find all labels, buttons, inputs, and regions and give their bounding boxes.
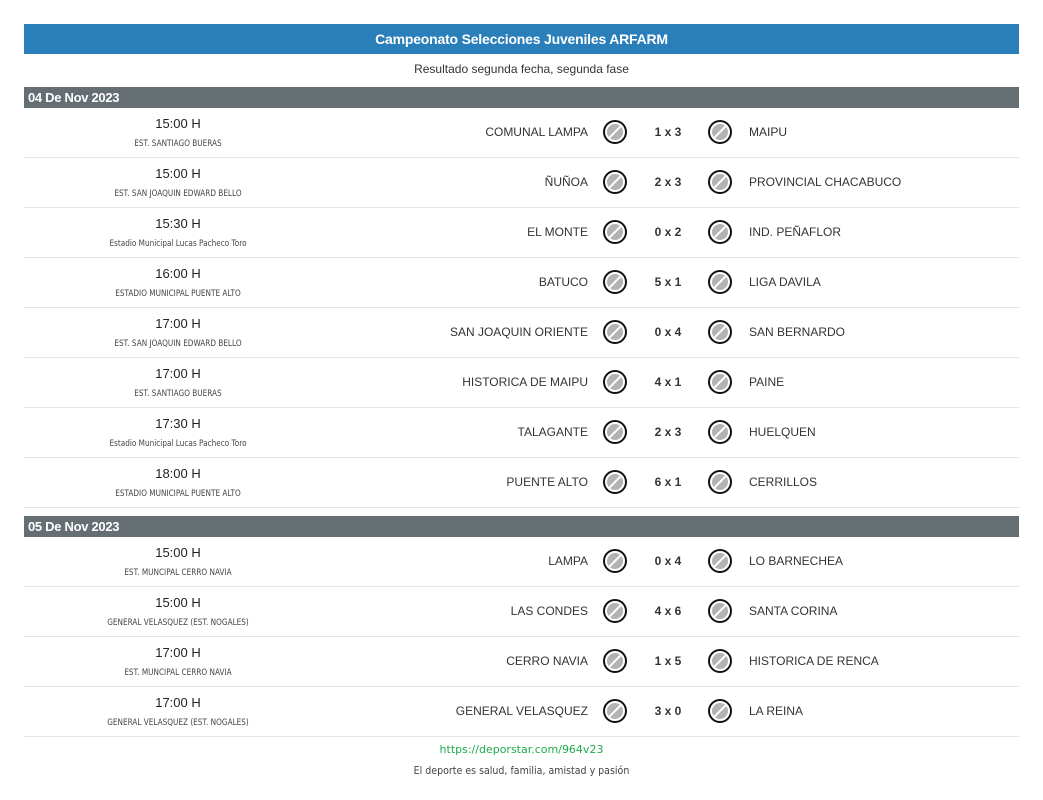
away-team-crest-icon (708, 599, 732, 623)
home-team: LAMPA (548, 554, 588, 568)
match-time: 17:30 H (155, 416, 201, 431)
away-team-crest-icon (708, 270, 732, 294)
match-venue: EST. SAN JOAQUIN EDWARD BELLO (114, 189, 242, 199)
match-list (24, 108, 1019, 508)
away-team-crest-icon (708, 170, 732, 194)
home-team: GENERAL VELASQUEZ (455, 704, 588, 718)
away-team-crest-icon (708, 649, 732, 673)
away-team: PAINE (749, 375, 785, 389)
away-team: IND. PEÑAFLOR (749, 225, 842, 239)
match-score: 1 x 5 (654, 654, 682, 668)
away-team: PROVINCIAL CHACABUCO (749, 175, 902, 189)
away-team: SANTA CORINA (749, 604, 838, 618)
match-venue: Estadio Municipal Lucas Pacheco Toro (109, 439, 247, 449)
match-score: 4 x 1 (654, 375, 682, 389)
match-row (24, 687, 1019, 737)
home-team-crest-icon (603, 270, 627, 294)
match-time: 16:00 H (155, 266, 201, 281)
away-team-crest-icon (708, 320, 732, 344)
away-team: CERRILLOS (749, 475, 818, 489)
away-team: LA REINA (749, 704, 804, 718)
home-team-crest-icon (603, 370, 627, 394)
page-title: Campeonato Selecciones Juveniles ARFARM (24, 24, 1019, 54)
home-team: BATUCO (538, 275, 588, 289)
date-header: 04 De Nov 2023 (24, 87, 1019, 108)
match-time: 17:00 H (155, 366, 201, 381)
match-row (24, 108, 1019, 158)
section-gap (24, 508, 1019, 516)
match-score: 5 x 1 (654, 275, 682, 289)
match-row (24, 537, 1019, 587)
day-section (24, 516, 1019, 737)
match-score: 0 x 4 (654, 554, 682, 568)
home-team-crest-icon (603, 649, 627, 673)
match-score: 2 x 3 (654, 425, 682, 439)
page (24, 24, 1019, 777)
home-team: COMUNAL LAMPA (485, 125, 588, 139)
match-venue: EST. SANTIAGO BUERAS (134, 389, 222, 399)
match-row (24, 458, 1019, 508)
match-score: 3 x 0 (654, 704, 682, 718)
home-team: HISTORICA DE MAIPU (462, 375, 588, 389)
away-team-crest-icon (708, 549, 732, 573)
match-venue: EST. MUNCIPAL CERRO NAVIA (124, 568, 232, 578)
home-team: CERRO NAVIA (506, 654, 588, 668)
match-venue: ESTADIO MUNICIPAL PUENTE ALTO (115, 289, 241, 299)
match-row (24, 308, 1019, 358)
home-team: SAN JOAQUIN ORIENTE (449, 325, 588, 339)
away-team: SAN BERNARDO (749, 325, 846, 339)
home-team-crest-icon (603, 420, 627, 444)
away-team-crest-icon (708, 120, 732, 144)
match-time: 15:00 H (155, 595, 201, 610)
match-row (24, 208, 1019, 258)
home-team-crest-icon (603, 120, 627, 144)
match-row (24, 158, 1019, 208)
match-venue: EST. SANTIAGO BUERAS (134, 139, 222, 149)
match-time: 17:00 H (155, 645, 201, 660)
home-team-crest-icon (603, 470, 627, 494)
match-score: 1 x 3 (654, 125, 682, 139)
match-time: 15:00 H (155, 116, 201, 131)
match-row (24, 408, 1019, 458)
match-score: 0 x 4 (654, 325, 682, 339)
page-subtitle: Resultado segunda fecha, segunda fase (414, 62, 629, 76)
date-header: 05 De Nov 2023 (24, 516, 1019, 537)
match-time: 18:00 H (155, 466, 201, 481)
away-team: MAIPU (749, 125, 788, 139)
home-team-crest-icon (603, 699, 627, 723)
home-team: PUENTE ALTO (506, 475, 588, 489)
away-team-crest-icon (708, 470, 732, 494)
match-row (24, 258, 1019, 308)
home-team-crest-icon (603, 549, 627, 573)
match-time: 15:00 H (155, 166, 201, 181)
match-time: 15:00 H (155, 545, 201, 560)
match-score: 2 x 3 (654, 175, 682, 189)
match-time: 17:00 H (155, 695, 201, 710)
away-team: LIGA DAVILA (749, 275, 821, 289)
away-team: LO BARNECHEA (749, 554, 844, 568)
match-venue: EST. MUNCIPAL CERRO NAVIA (124, 668, 232, 678)
match-list (24, 537, 1019, 737)
match-venue: EST. SAN JOAQUIN EDWARD BELLO (114, 339, 242, 349)
home-team-crest-icon (603, 599, 627, 623)
away-team-crest-icon (708, 420, 732, 444)
home-team: ÑUÑOA (544, 175, 588, 189)
match-row (24, 637, 1019, 687)
home-team: LAS CONDES (510, 604, 588, 618)
home-team: EL MONTE (527, 225, 588, 239)
match-score: 6 x 1 (654, 475, 682, 489)
match-venue: GENERAL VELASQUEZ (EST. NOGALES) (107, 718, 249, 728)
footer-link[interactable]: https://deporstar.com/964v23 (439, 743, 604, 756)
match-row (24, 587, 1019, 637)
away-team-crest-icon (708, 220, 732, 244)
home-team-crest-icon (603, 220, 627, 244)
match-time: 15:30 H (155, 216, 201, 231)
match-row (24, 358, 1019, 408)
day-section (24, 87, 1019, 508)
away-team-crest-icon (708, 370, 732, 394)
away-team: HUELQUEN (749, 425, 816, 439)
match-venue: Estadio Municipal Lucas Pacheco Toro (109, 239, 247, 249)
home-team-crest-icon (603, 170, 627, 194)
match-time: 17:00 H (155, 316, 201, 331)
away-team-crest-icon (708, 699, 732, 723)
footer-tagline: El deporte es salud, familia, amistad y pasión (413, 764, 630, 777)
match-venue: GENERAL VELASQUEZ (EST. NOGALES) (107, 618, 249, 628)
match-venue: ESTADIO MUNICIPAL PUENTE ALTO (115, 489, 241, 499)
home-team-crest-icon (603, 320, 627, 344)
home-team: TALAGANTE (517, 425, 588, 439)
match-score: 0 x 2 (654, 225, 682, 239)
away-team: HISTORICA DE RENCA (749, 654, 879, 668)
match-score: 4 x 6 (654, 604, 682, 618)
